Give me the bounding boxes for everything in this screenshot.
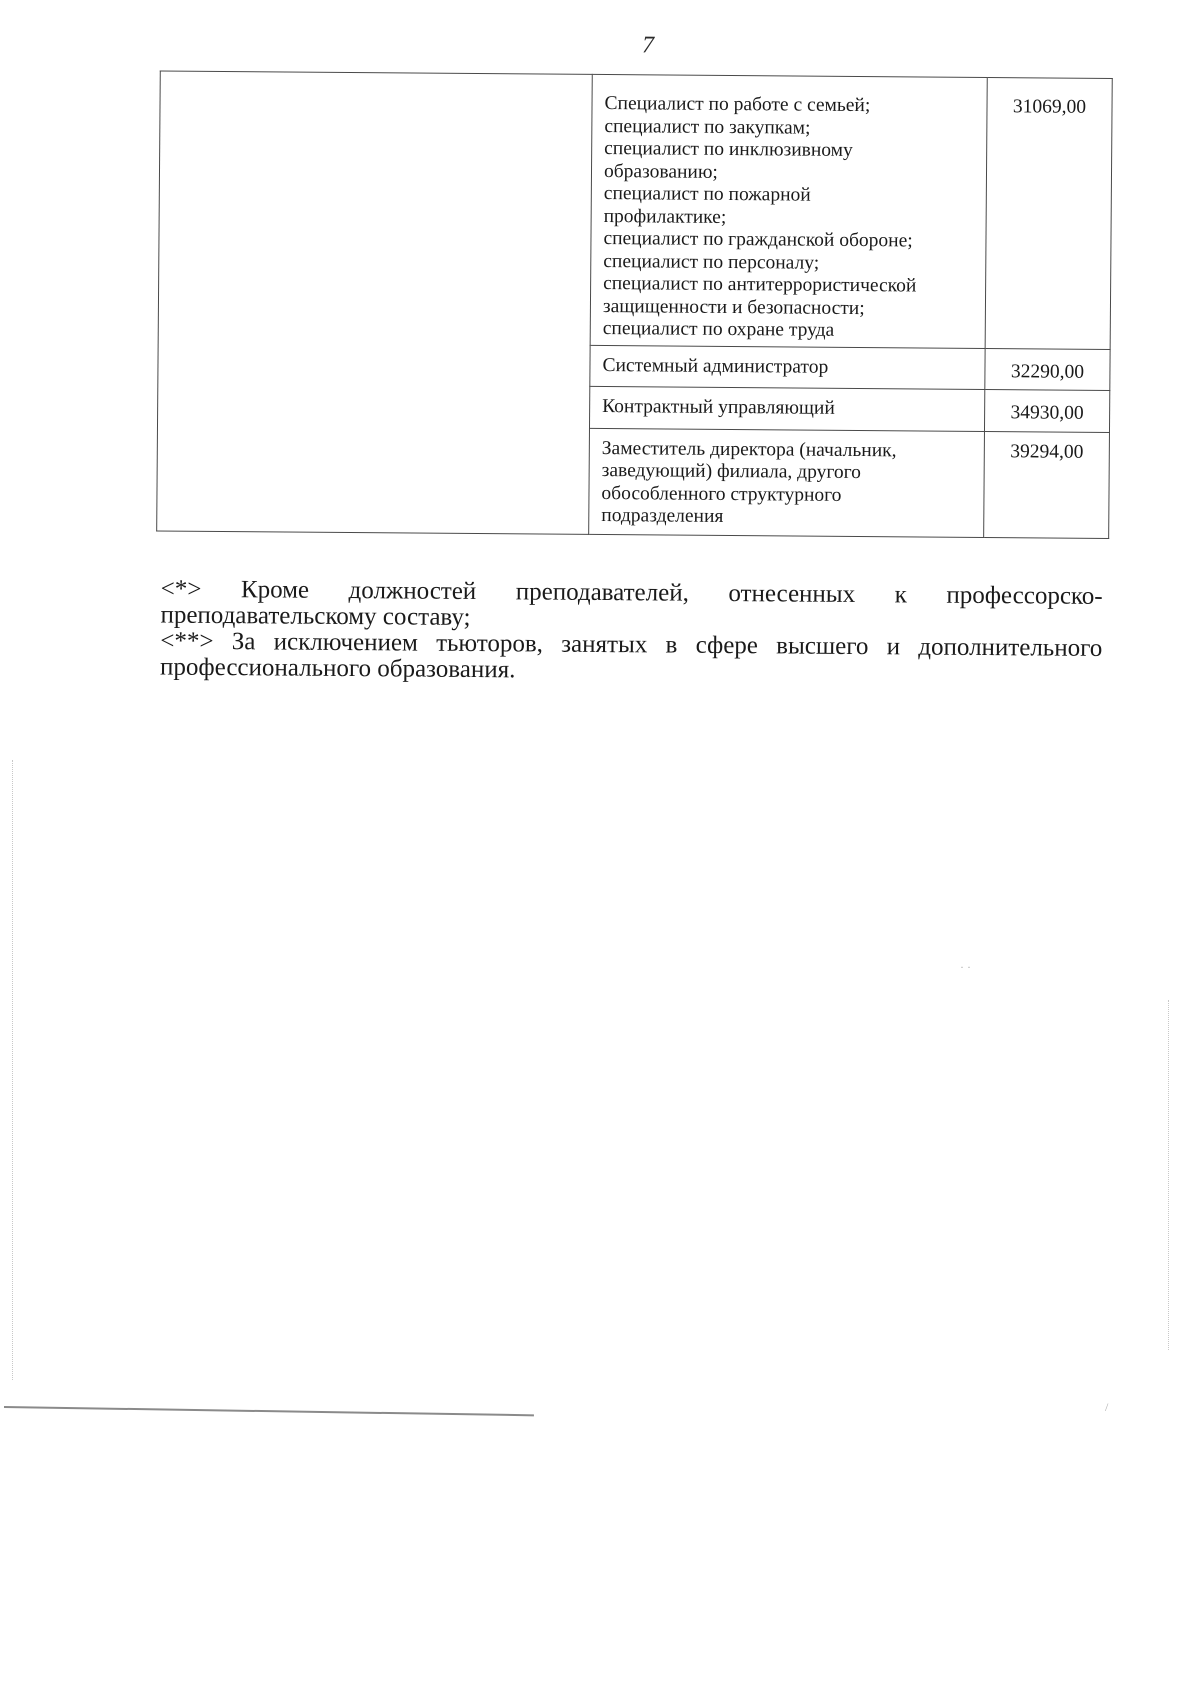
position-cell bbox=[590, 345, 985, 390]
salary-cell: 31069,00 bbox=[985, 78, 1112, 349]
position-line: Специалист по работе с семьей; bbox=[604, 93, 871, 117]
footnote-1-line-1: <*> Кроме должностей преподавателей, отнесенных к профессорско- bbox=[160, 575, 1103, 610]
qualification-group-cell bbox=[157, 71, 593, 534]
position-line: обособленного структурного bbox=[601, 482, 842, 506]
position-line: специалист по пожарной bbox=[603, 183, 811, 206]
position-line: специалист по персоналу; bbox=[603, 250, 820, 274]
scan-speck: · · bbox=[960, 960, 971, 974]
position-line: специалист по закупкам; bbox=[604, 115, 811, 139]
scan-edge-right bbox=[1168, 1000, 1169, 1350]
position-line: Заместитель директора (начальник, bbox=[601, 437, 897, 461]
footnote-2-line-2: профессионального образования. bbox=[159, 653, 516, 684]
scan-speck: / bbox=[1105, 1400, 1109, 1414]
position-line: Системный администратор bbox=[602, 354, 829, 378]
salary-cell: 34930,00 bbox=[984, 390, 1109, 432]
table-row bbox=[158, 71, 1112, 349]
salary-cell: 39294,00 bbox=[984, 431, 1110, 538]
position-line: Контрактный управляющий bbox=[602, 396, 835, 419]
position-cell bbox=[589, 386, 984, 431]
position-line: специалист по инклюзивному bbox=[604, 138, 853, 161]
position-line: специалист по охране труда bbox=[602, 318, 835, 341]
scan-edge-left bbox=[12, 760, 13, 1380]
position-line: специалист по гражданской обороне; bbox=[603, 228, 913, 252]
footnote-1-line-2: преподавательскому составу; bbox=[160, 601, 471, 631]
salary-table bbox=[156, 71, 1113, 539]
page-number: 7 bbox=[641, 32, 655, 59]
position-line: специалист по антитеррористической bbox=[603, 273, 917, 297]
position-line: подразделения bbox=[601, 505, 724, 527]
footnotes bbox=[160, 577, 1103, 688]
position-line: защищенности и безопасности; bbox=[602, 295, 865, 319]
footnote-2-line-1: <**> За исключением тьюторов, занятых в сфере высшего и дополнительного bbox=[160, 627, 1103, 662]
position-line: образованию; bbox=[603, 160, 718, 183]
position-line: заведующий) филиала, другого bbox=[601, 460, 861, 484]
position-line: профилактике; bbox=[603, 205, 727, 228]
position-cell bbox=[589, 428, 985, 537]
position-cell bbox=[590, 74, 987, 348]
salary-cell: 32290,00 bbox=[985, 348, 1110, 390]
